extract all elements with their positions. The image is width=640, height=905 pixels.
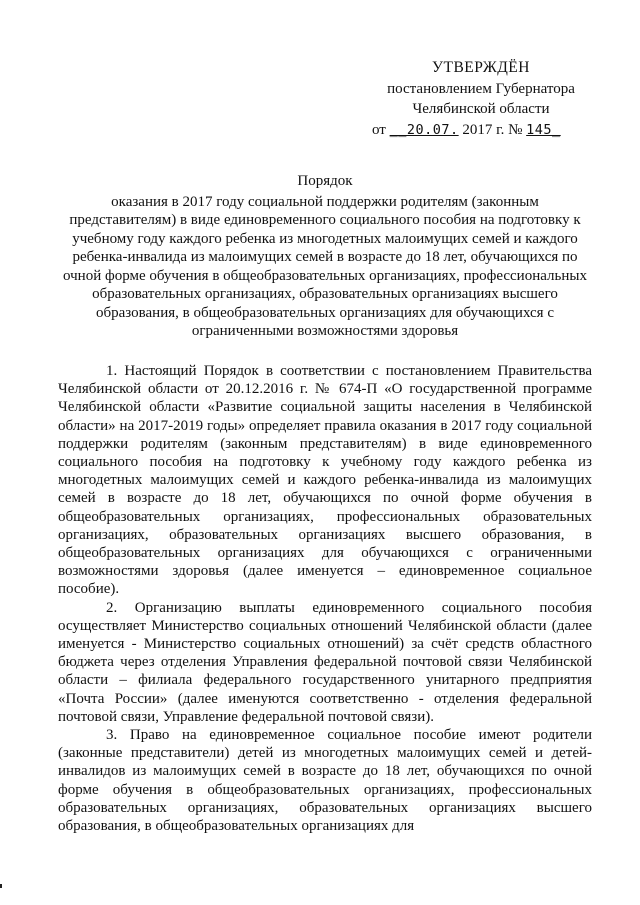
- approval-line-1: постановлением Губернатора: [387, 80, 575, 97]
- date-value: __20.07.: [389, 121, 459, 138]
- scan-artifact: [0, 884, 2, 888]
- approval-heading: УТВЕРЖДЁН: [432, 59, 530, 76]
- paragraph-1: 1. Настоящий Порядок в соответствии с постановлением Правительства Челябинской области от 20.12.2016 г. № 674-П «О государственной программе Челябинской области «Развитие социальной защиты населения в Челябинской области» на 2017-2019 годы» определяет правила оказания в 2017 году социальной поддержки родителям (законным представителям) в виде единовременного социального пособия на подготовку к учебному году каждого ребенка из многодетных малоимущих семей и каждого ребенка-инвалида из малоимущих семей в возрасте до 18 лет, обучающихся по очной форме обучения в общеобразовательных организациях, профессиональных образовательных организациях, образовательных организациях высшего образования, в общеобразовательных организациях для обучающихся с ограниченными возможностями здоровья (далее именуется – единовременное социальное пособие).: [58, 363, 592, 598]
- document-title: [58, 172, 592, 341]
- approval-line-2: Челябинской области: [412, 101, 550, 117]
- date-prefix: от: [372, 121, 386, 138]
- title-text: оказания в 2017 году социальной поддержки родителям (законным представителям) в виде единовременного социального пособия на подготовку к учебному году каждого ребенка из многодетных малоимущих семей и каждого ребенка-инвалида из малоимущих семей в возрасте до 18 лет, обучающихся по очной форме обучения в общеобразовательных организациях, профессиональных образовательных организациях, образовательных организациях высшего образования, в общеобразовательных организациях для обучающихся с ограниченными возможностями здоровья: [63, 193, 587, 339]
- decree-number: 145_: [526, 121, 561, 138]
- year-number-label: 2017 г. №: [462, 121, 523, 138]
- approval-date-line: [366, 120, 596, 141]
- paragraph-2: 2. Организацию выплаты единовременного социального пособия осуществляет Министерство социальных отношений Челябинской области (далее именуется - Министерство социальных отношений) за счёт средств областного бюджета через отделения Управления федеральной почтовой связи Челябинской области – филиала федерального государственного унитарного предприятия «Почта России» (далее именуются соответственно - отделения федеральной почтовой связи, Управление федеральной почтовой связи).: [58, 599, 592, 725]
- paragraph-3: 3. Право на единовременное социальное пособие имеют родители (законные представители) детей из многодетных малоимущих семей и детей-инвалидов из малоимущих семей в возрасте до 18 лет, обучающихся по очной форме обучения в общеобразовательных организациях, профессиональных образовательных организациях, образовательных организациях высшего образования, в общеобразовательных организациях для: [58, 727, 592, 835]
- document-body: [58, 362, 592, 835]
- approval-stamp-block: [366, 58, 596, 140]
- title-word: Порядок: [297, 173, 353, 189]
